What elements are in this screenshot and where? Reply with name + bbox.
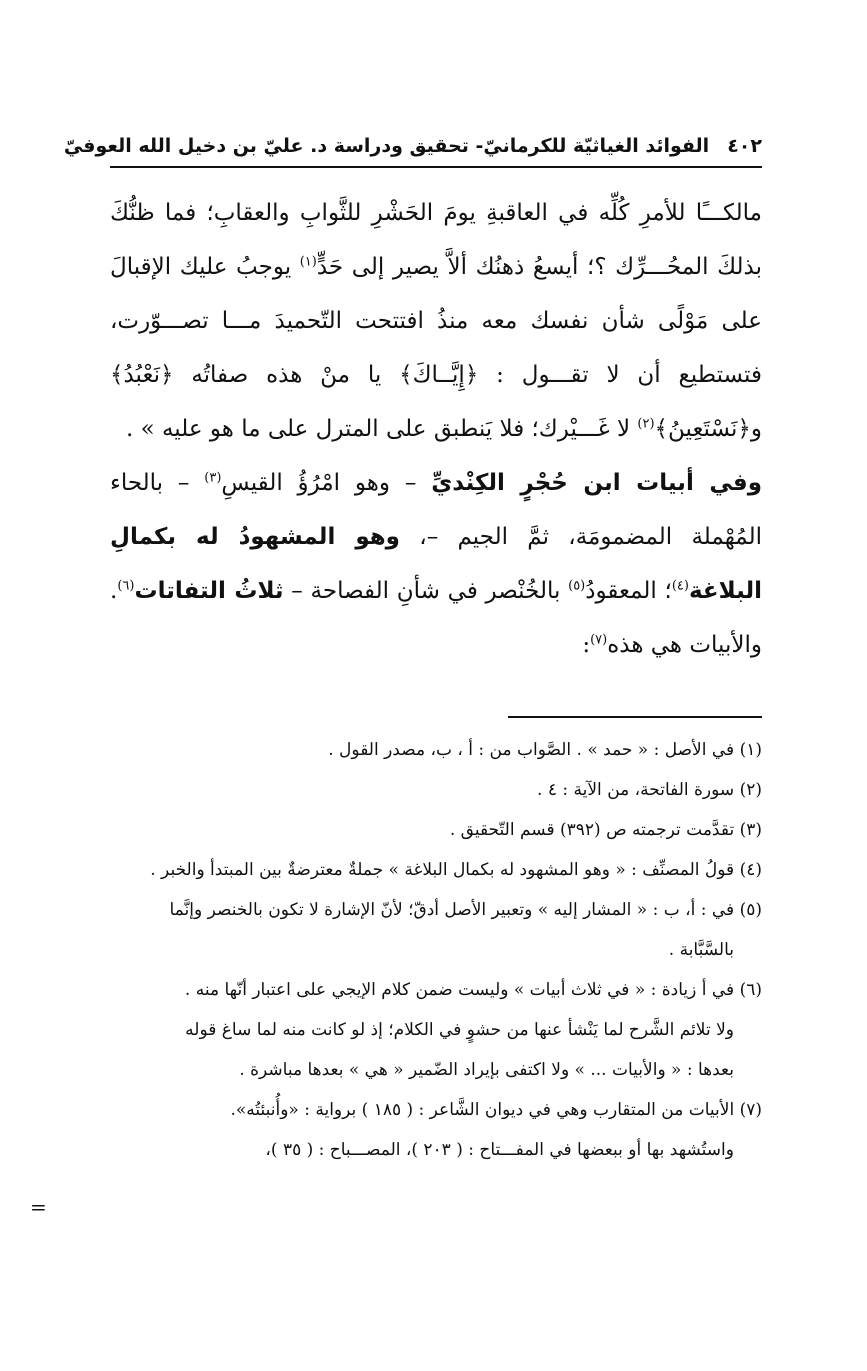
footnote-7-continued: واستُشهد بها أو ببعضها في المفـــتاح : ( ٢٠٣ )، المصـــباح : ( ٣٥ )، <box>265 1140 734 1160</box>
footnote-ref-1: (١) <box>299 254 317 270</box>
footnote-5-continued: بالسَّبَّابة . <box>668 940 734 960</box>
footnote-ref-5: (٥) <box>568 578 586 594</box>
footnote-6-continued-2: بعدها : « والأبيات ... » ولا اكتفى بإيراد الضّمير « هي » بعدها مباشرة . <box>239 1060 734 1080</box>
page-number: ٤٠٢ <box>727 135 762 157</box>
paragraph-2 <box>110 456 762 672</box>
footnote-5: (٥) في : أ، ب : « المشار إليه » وتعبير الأصل أدقّ؛ لأنّ الإشارة لا تكون بالخنصر وإنَّما <box>169 900 762 920</box>
text-run: مالكـــًا للأمرِ كُلِّه في العاقبةِ يومَ الحَشْرِ للثَّوابِ والعقابِ؛ فما ظنُّكَ بذلكَ المحُـــرِّك ؟؛ أيسعُ ذهنُك ألاَّ يصير إلى حَدٍّ <box>110 200 762 280</box>
running-header <box>63 130 762 168</box>
footnotes <box>78 730 762 1170</box>
footnote-7: (٧) الأبيات من المتقارب وهي في ديوان الشَّاعر : ( ١٨٥ ) برواية : «وأُنبئتُه». <box>230 1100 762 1120</box>
main-text <box>110 186 762 672</box>
footnote-ref-3: (٣) <box>204 470 222 486</box>
text-run: – وهو امْرُؤُ القيسِ <box>221 470 432 496</box>
footnote-ref-6: (٦) <box>117 578 135 594</box>
continuation-mark: = <box>30 1195 47 1219</box>
footnote-ref-7: (٧) <box>590 632 608 648</box>
footnote-ref-2: (٢) <box>637 416 655 432</box>
text-run: . والأبيات هي هذه <box>110 578 762 658</box>
running-title: الفوائد الغياثيّة للكرمانيّ- تحقيق ودراسة د. عليّ بن دخيل الله العوفيّ <box>63 135 710 157</box>
page <box>63 130 763 672</box>
bold-text: وهو المشهودُ له بكمالِ البلاغة <box>110 524 763 604</box>
text-run: لا غَـــيْرك؛ فلا يَنطبق على المترل على ما هو عليه » . <box>125 416 638 442</box>
text-run: بالخُنْصر في شأنِ الفصاحة – <box>283 578 569 604</box>
text-run: – بالحاء المُهْملة المضمومَة، ثمَّ الجيم –، <box>110 470 762 550</box>
footnote-3: (٣) تقدَّمت ترجمته ص (٣٩٢) قسم التّحقيق . <box>449 820 762 840</box>
bold-text: ثلاثُ التفاتات <box>134 578 284 604</box>
footnote-2: (٢) سورة الفاتحة، من الآية : ٤ . <box>537 780 762 800</box>
text-run: : <box>582 632 591 658</box>
text-run: يوجبُ عليك الإقبالَ على مَوْلًى شأن نفسك معه منذُ افتتحت التّحميدَ مـــا تصـــوّرت، فتستطيع أن لا تقـــول : ﴿إِيَّــاكَ﴾ يا منْ هذه صفاتُه ﴿نَعْبُدُ﴾ و﴿نَسْتَعِينُ﴾ <box>110 254 762 442</box>
footnote-ref-4: (٤) <box>671 578 689 594</box>
footnote-1: (١) في الأصل : « حمد » . الصَّواب من : أ ، ب، مصدر القول . <box>328 740 762 760</box>
footnote-6: (٦) في أ زيادة : « في ثلاث أبيات » وليست ضمن كلام الإيجي على اعتبار أنّها منه . <box>184 980 762 1000</box>
paragraph-1 <box>110 186 762 456</box>
footnote-separator <box>508 716 762 718</box>
bold-text: وفي أبيات ابن حُجْرٍ الكِنْديِّ <box>431 470 762 496</box>
text-run: ؛ المعقودُ <box>585 578 672 604</box>
footnote-4: (٤) قولُ المصنِّف : « وهو المشهود له بكمال البلاغة » جملةٌ معترضةٌ بين المبتدأ والخبر . <box>150 860 762 880</box>
footnote-6-continued-1: ولا تلائم الشَّرح لما يَنْشأ عنها من حشوٍ في الكلام؛ إذ لو كانت منه لما ساغ قوله <box>185 1020 734 1040</box>
